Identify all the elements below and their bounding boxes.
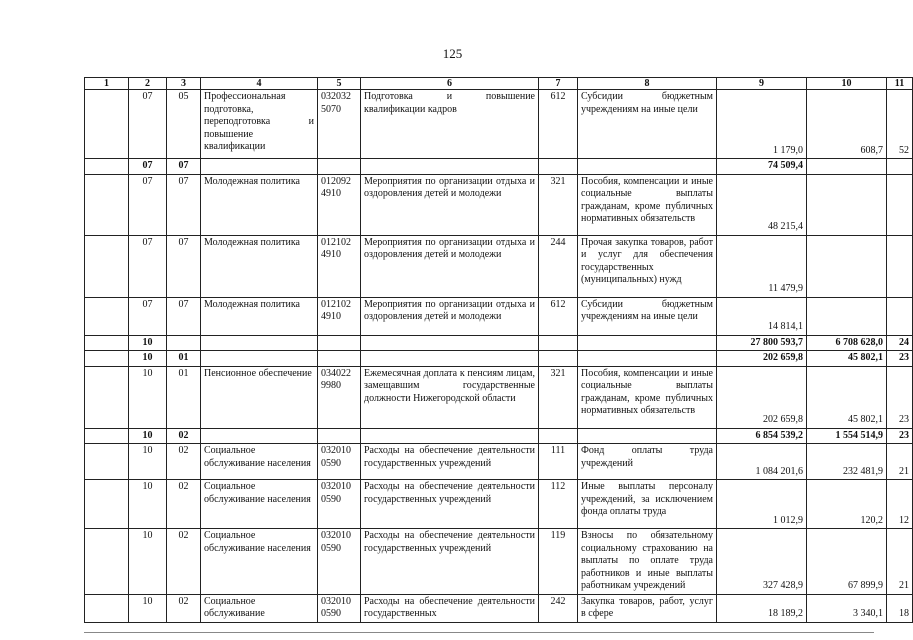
table-row: [85, 594, 913, 622]
cell-section: 07: [129, 90, 167, 159]
cell-subsection: 02: [167, 529, 201, 595]
cell-target-code: 032010 0590: [318, 444, 361, 480]
cell-section: 10: [129, 594, 167, 622]
header-cell: 8: [578, 78, 717, 90]
cell-amount-actual: [807, 297, 887, 335]
cell-section: 10: [129, 480, 167, 529]
cell-target-code: 032010 0590: [318, 529, 361, 595]
header-cell: 9: [717, 78, 807, 90]
subtotal-row: [85, 335, 913, 351]
cell-amount-actual: 6 708 628,0: [807, 335, 887, 351]
cell-amount-actual: 45 802,1: [807, 351, 887, 367]
cell-empty: [201, 335, 318, 351]
cell-target-code: 032032 5070: [318, 90, 361, 159]
cell-amount-plan: 1 012,9: [717, 480, 807, 529]
cell-empty: [578, 428, 717, 444]
cell-section: 07: [129, 159, 167, 175]
cell-percent: [887, 297, 913, 335]
cell-expense-type: 119: [539, 529, 578, 595]
cell-empty: [539, 428, 578, 444]
cell-empty: [318, 428, 361, 444]
cell-empty: [318, 159, 361, 175]
subtotal-row: [85, 428, 913, 444]
table-row: [85, 174, 913, 235]
cell-empty: [201, 428, 318, 444]
cell-expense-type: 112: [539, 480, 578, 529]
cell-amount-plan: 327 428,9: [717, 529, 807, 595]
cell-empty: [578, 335, 717, 351]
cell-expense-type: 111: [539, 444, 578, 480]
cell-percent: [887, 159, 913, 175]
cell-expense-name: Иные выплаты персоналу учреждений, за исключением фонда оплаты труда: [578, 480, 717, 529]
cell-expense-name: Пособия, компенсации и иные социальные выплаты гражданам, кроме публичных нормативных обязательств: [578, 366, 717, 428]
header-cell: 11: [887, 78, 913, 90]
cell-empty: [361, 428, 539, 444]
cell-empty: [578, 159, 717, 175]
cell-section: 10: [129, 335, 167, 351]
cell-section-name: Молодежная политика: [201, 297, 318, 335]
cell-section-name: Пенсионное обеспечение: [201, 366, 318, 428]
cell-section: 07: [129, 174, 167, 235]
cell-percent: 12: [887, 480, 913, 529]
table-row: [85, 444, 913, 480]
cell-expense-name: Закупка товаров, работ, услуг в сфере: [578, 594, 717, 622]
cell-subsection: 07: [167, 174, 201, 235]
cell-empty: [361, 351, 539, 367]
cell-empty: [85, 480, 129, 529]
cell-section-name: Молодежная политика: [201, 174, 318, 235]
header-cell: 3: [167, 78, 201, 90]
budget-table: [84, 77, 913, 623]
cell-empty: [539, 351, 578, 367]
subtotal-row: [85, 351, 913, 367]
cell-amount-actual: 67 899,9: [807, 529, 887, 595]
table-row: [85, 90, 913, 159]
cell-target-code: 034022 9980: [318, 366, 361, 428]
cell-empty: [539, 335, 578, 351]
header-cell: 2: [129, 78, 167, 90]
table-row: [85, 366, 913, 428]
cell-subsection: 02: [167, 428, 201, 444]
cell-subsection: 07: [167, 159, 201, 175]
cell-empty: [85, 428, 129, 444]
cell-percent: [887, 174, 913, 235]
cell-empty: [85, 335, 129, 351]
cell-percent: [887, 235, 913, 297]
cell-section: 07: [129, 297, 167, 335]
cell-target-name: Расходы на обеспечение деятельности государственных учреждений: [361, 480, 539, 529]
cell-expense-type: 242: [539, 594, 578, 622]
cell-subsection: 05: [167, 90, 201, 159]
cell-percent: 52: [887, 90, 913, 159]
cell-section: 10: [129, 351, 167, 367]
cell-empty: [201, 351, 318, 367]
cell-percent: 21: [887, 444, 913, 480]
cell-amount-plan: 6 854 539,2: [717, 428, 807, 444]
cell-section-name: Профессиональная подготовка, переподготовка и повышение квалификации: [201, 90, 318, 159]
cell-expense-type: 612: [539, 297, 578, 335]
cell-amount-plan: 48 215,4: [717, 174, 807, 235]
cell-amount-actual: [807, 235, 887, 297]
cell-empty: [318, 335, 361, 351]
cell-empty: [85, 594, 129, 622]
cell-empty: [361, 335, 539, 351]
cell-subsection: 02: [167, 594, 201, 622]
cell-expense-name: Субсидии бюджетным учреждениям на иные цели: [578, 297, 717, 335]
cell-empty: [578, 351, 717, 367]
cell-amount-plan: 1 179,0: [717, 90, 807, 159]
cell-expense-name: Пособия, компенсации и иные социальные выплаты гражданам, кроме публичных нормативных обязательств: [578, 174, 717, 235]
table-row: [85, 480, 913, 529]
cell-empty: [85, 235, 129, 297]
header-cell: 6: [361, 78, 539, 90]
table-body: [85, 90, 913, 623]
cell-amount-actual: [807, 159, 887, 175]
cell-expense-type: 321: [539, 174, 578, 235]
cell-subsection: 07: [167, 235, 201, 297]
cell-amount-actual: 120,2: [807, 480, 887, 529]
cell-percent: 18: [887, 594, 913, 622]
cell-target-name: Расходы на обеспечение деятельности государственных учреждений: [361, 444, 539, 480]
cell-expense-name: Прочая закупка товаров, работ и услуг для обеспечения государственных (муниципальных) нужд: [578, 235, 717, 297]
cell-empty: [539, 159, 578, 175]
cell-percent: 24: [887, 335, 913, 351]
cell-empty: [361, 159, 539, 175]
cell-target-name: Подготовка и повышение квалификации кадров: [361, 90, 539, 159]
table-row: [85, 529, 913, 595]
cell-percent: 23: [887, 366, 913, 428]
cell-amount-actual: 232 481,9: [807, 444, 887, 480]
cell-empty: [85, 90, 129, 159]
cell-amount-plan: 1 084 201,6: [717, 444, 807, 480]
cell-empty: [85, 351, 129, 367]
cell-amount-actual: 1 554 514,9: [807, 428, 887, 444]
header-cell: 7: [539, 78, 578, 90]
cell-percent: 23: [887, 351, 913, 367]
cell-subsection: 02: [167, 444, 201, 480]
cell-target-name: Ежемесячная доплата к пенсиям лицам, замещавшим государственные должности Нижегородской области: [361, 366, 539, 428]
cell-target-name: Мероприятия по организации отдыха и оздоровления детей и молодежи: [361, 174, 539, 235]
cell-expense-name: Субсидии бюджетным учреждениям на иные цели: [578, 90, 717, 159]
page-number: 125: [442, 46, 463, 61]
cell-target-code: 032010 0590: [318, 594, 361, 622]
cell-section-name: Молодежная политика: [201, 235, 318, 297]
cell-expense-name: Взносы по обязательному социальному страхованию на выплаты по оплате труда работников и иные выплаты работникам учреждений: [578, 529, 717, 595]
cell-section: 10: [129, 529, 167, 595]
cell-percent: 21: [887, 529, 913, 595]
cell-section: 07: [129, 235, 167, 297]
cell-amount-plan: 202 659,8: [717, 366, 807, 428]
cell-amount-plan: 202 659,8: [717, 351, 807, 367]
cell-target-code: 012092 4910: [318, 174, 361, 235]
table-row: [85, 235, 913, 297]
page-bottom-edge: [84, 632, 874, 633]
cell-subsection: [167, 335, 201, 351]
cell-target-code: 032010 0590: [318, 480, 361, 529]
cell-subsection: 01: [167, 366, 201, 428]
header-cell: 4: [201, 78, 318, 90]
cell-subsection: 01: [167, 351, 201, 367]
cell-section-name: Социальное обслуживание: [201, 594, 318, 622]
cell-empty: [85, 159, 129, 175]
header-cell: 1: [85, 78, 129, 90]
table-row: [85, 297, 913, 335]
cell-section-name: Социальное обслуживание населения: [201, 529, 318, 595]
cell-amount-plan: 18 189,2: [717, 594, 807, 622]
cell-subsection: 02: [167, 480, 201, 529]
cell-amount-actual: 3 340,1: [807, 594, 887, 622]
cell-target-name: Расходы на обеспечение деятельности государственных учреждений: [361, 529, 539, 595]
subtotal-row: [85, 159, 913, 175]
cell-target-name: Расходы на обеспечение деятельности государственных: [361, 594, 539, 622]
cell-empty: [201, 159, 318, 175]
cell-amount-actual: [807, 174, 887, 235]
cell-expense-type: 321: [539, 366, 578, 428]
cell-amount-actual: 45 802,1: [807, 366, 887, 428]
cell-target-name: Мероприятия по организации отдыха и оздоровления детей и молодежи: [361, 235, 539, 297]
cell-empty: [85, 444, 129, 480]
cell-amount-plan: 74 509,4: [717, 159, 807, 175]
cell-target-code: 012102 4910: [318, 297, 361, 335]
header-row: [85, 78, 913, 90]
budget-table-wrapper: [84, 77, 909, 623]
cell-section: 10: [129, 444, 167, 480]
cell-target-code: 012102 4910: [318, 235, 361, 297]
cell-section: 10: [129, 366, 167, 428]
cell-percent: 23: [887, 428, 913, 444]
cell-section: 10: [129, 428, 167, 444]
header-cell: 5: [318, 78, 361, 90]
cell-amount-actual: 608,7: [807, 90, 887, 159]
cell-amount-plan: 11 479,9: [717, 235, 807, 297]
cell-empty: [85, 174, 129, 235]
cell-empty: [318, 351, 361, 367]
cell-empty: [85, 366, 129, 428]
header-cell: 10: [807, 78, 887, 90]
cell-amount-plan: 27 800 593,7: [717, 335, 807, 351]
cell-expense-type: 612: [539, 90, 578, 159]
cell-amount-plan: 14 814,1: [717, 297, 807, 335]
cell-empty: [85, 529, 129, 595]
cell-subsection: 07: [167, 297, 201, 335]
cell-expense-type: 244: [539, 235, 578, 297]
cell-section-name: Социальное обслуживание населения: [201, 444, 318, 480]
cell-expense-name: Фонд оплаты труда учреждений: [578, 444, 717, 480]
cell-target-name: Мероприятия по организации отдыха и оздоровления детей и молодежи: [361, 297, 539, 335]
cell-empty: [85, 297, 129, 335]
cell-section-name: Социальное обслуживание населения: [201, 480, 318, 529]
